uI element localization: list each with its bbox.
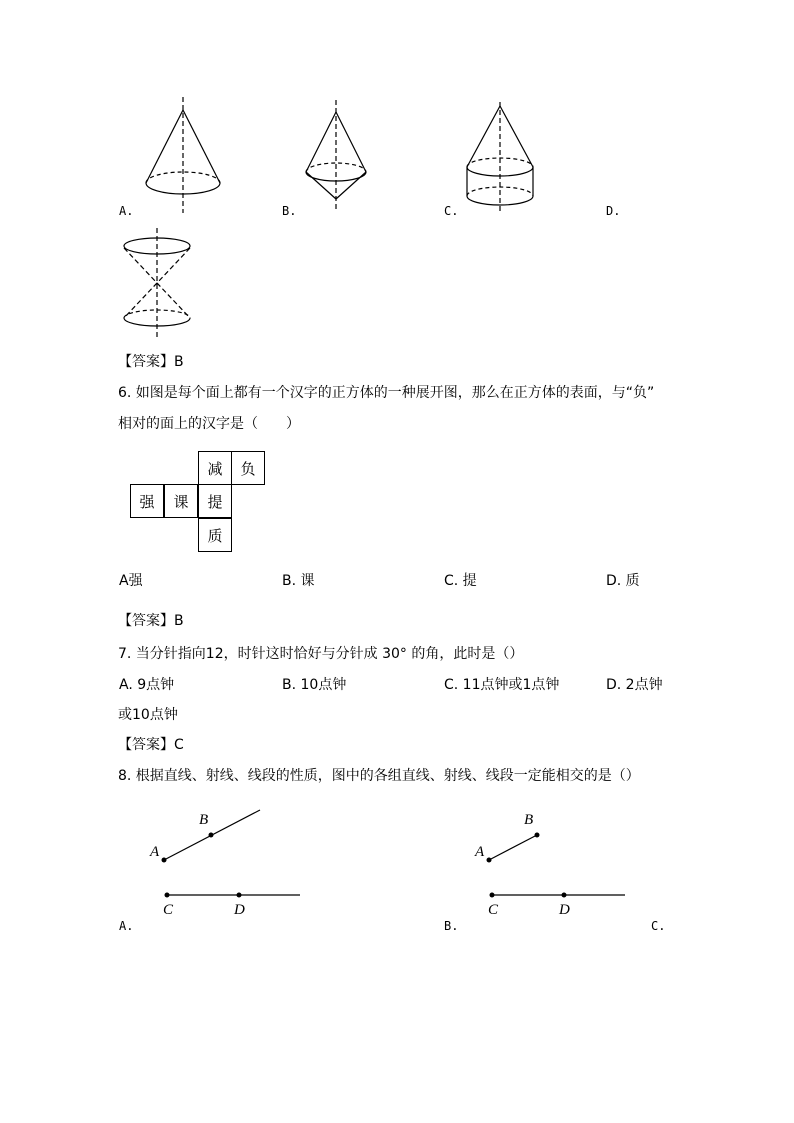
option-d: D. 质: [606, 573, 640, 589]
q8-figure-b: [489, 835, 625, 895]
question-8: 8. 根据直线、射线、线段的性质，图中的各组直线、射线、线段一定能相交的是（）: [118, 768, 640, 784]
net-cell: 强: [130, 484, 164, 518]
option-b: B. 课: [282, 573, 315, 589]
point-c: [165, 893, 170, 898]
net-cell: 质: [198, 518, 232, 552]
option-a: A.: [119, 919, 134, 933]
point-c: [490, 893, 495, 898]
point-b: [209, 833, 214, 838]
answer-label: 【答案】: [118, 613, 174, 629]
option-a: A. 9点钟: [119, 677, 175, 693]
net-cell: 减: [198, 451, 232, 485]
answer-value: B: [174, 613, 184, 629]
net-cell: 负: [231, 451, 265, 485]
net-cell: 课: [164, 484, 198, 518]
option-b: B.: [444, 919, 459, 933]
answer: [118, 354, 184, 370]
double-cone-figure-b: [306, 100, 366, 212]
cone-cylinder-figure-c: [467, 102, 533, 212]
option-b: B. 10点钟: [282, 677, 347, 693]
question-7: 7. 当分针指向12，时针这时恰好与分针成 30° 的角，此时是（）: [118, 646, 524, 662]
option-d: D. 2点钟: [606, 677, 663, 693]
answer-label: 【答案】: [118, 737, 174, 753]
answer-value: B: [174, 354, 184, 370]
point-d: [237, 893, 242, 898]
option-d-continued: 或10点钟: [118, 707, 178, 723]
point-label-c: C: [488, 902, 499, 918]
point-label-b: B: [524, 812, 534, 828]
point-label-c: C: [163, 902, 174, 918]
point-d: [562, 893, 567, 898]
option-a: A.: [119, 204, 134, 218]
point-label-a: A: [475, 844, 485, 860]
point-label-b: B: [199, 812, 209, 828]
option-c: C.: [444, 204, 459, 218]
q8-figure-a: [164, 810, 300, 895]
net-cell: 提: [198, 484, 232, 518]
answer-value: C: [174, 737, 184, 753]
question-6-line2: 相对的面上的汉字是（ ）: [118, 416, 300, 432]
option-c: C. 11点钟或1点钟: [444, 677, 560, 693]
option-c: C. 提: [444, 573, 477, 589]
option-b: B.: [282, 204, 297, 218]
answer: [118, 613, 184, 629]
point-a: [487, 858, 492, 863]
answer: [118, 737, 184, 753]
point-b: [535, 833, 540, 838]
option-a: A强: [119, 573, 143, 589]
option-d: D.: [606, 204, 621, 218]
point-a: [162, 858, 167, 863]
point-label-d: D: [234, 902, 245, 918]
point-label-d: D: [559, 902, 570, 918]
cone-figure-a: [146, 97, 220, 213]
point-label-a: A: [150, 844, 160, 860]
option-c: C.: [651, 919, 666, 933]
question-6-line1: 6. 如图是每个面上都有一个汉字的正方体的一种展开图，那么在正方体的表面，与“负”: [118, 385, 655, 401]
hourglass-figure-d: [124, 228, 190, 338]
answer-label: 【答案】: [118, 354, 174, 370]
